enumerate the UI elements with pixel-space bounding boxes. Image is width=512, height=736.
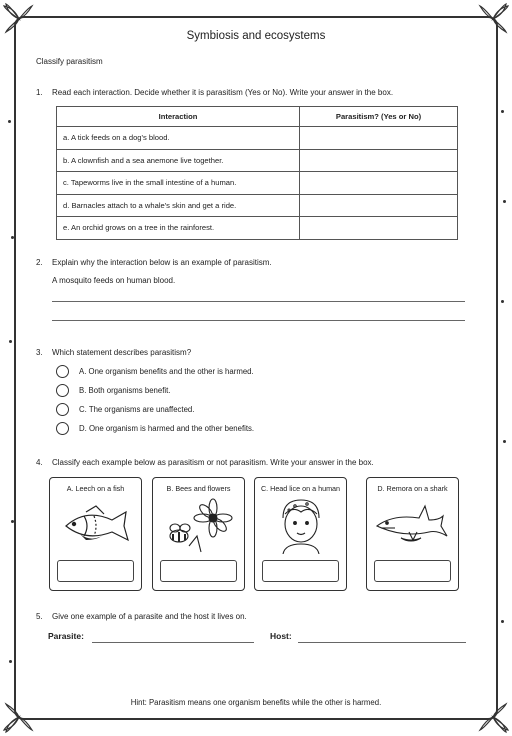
question-number: 2. bbox=[36, 258, 43, 267]
decor-dot bbox=[501, 620, 504, 623]
host-answer-line[interactable] bbox=[298, 642, 466, 643]
card-remora-shark bbox=[366, 477, 459, 591]
question-text: Which statement describes parasitism? bbox=[52, 348, 192, 357]
card-label: D. Remora on a shark bbox=[377, 484, 448, 493]
radio-circle[interactable] bbox=[56, 403, 69, 416]
radio-circle[interactable] bbox=[56, 384, 69, 397]
decor-dot bbox=[11, 236, 14, 239]
column-header-parasitism: Parasitism? (Yes or No) bbox=[300, 107, 458, 127]
question-2 bbox=[36, 258, 272, 267]
interaction-table bbox=[56, 106, 458, 240]
human-head-icon bbox=[261, 496, 341, 554]
interaction-cell: a. A tick feeds on a dog's blood. bbox=[57, 127, 300, 150]
answer-line[interactable] bbox=[52, 301, 465, 302]
question-text: Explain why the interaction below is an example of parasitism. bbox=[52, 258, 272, 267]
decor-dot bbox=[9, 340, 12, 343]
interaction-cell: c. Tapeworms live in the small intestine of a human. bbox=[57, 172, 300, 195]
fish-leech-icon bbox=[56, 496, 136, 554]
interaction-cell: d. Barnacles attach to a whale's skin and get a ride. bbox=[57, 194, 300, 217]
table-row bbox=[57, 149, 458, 172]
page-subtitle: Classify parasitism bbox=[36, 57, 103, 66]
radio-circle[interactable] bbox=[56, 422, 69, 435]
question-text: Classify each example below as parasitism or not parasitism. Write your answer in the box. bbox=[52, 458, 374, 467]
card-leech-fish bbox=[49, 477, 142, 591]
answer-cell[interactable] bbox=[300, 172, 458, 195]
table-row bbox=[57, 217, 458, 240]
question-5 bbox=[36, 612, 247, 621]
interaction-cell: b. A clownfish and a sea anemone live together. bbox=[57, 149, 300, 172]
answer-cell[interactable] bbox=[300, 217, 458, 240]
page-title: Symbiosis and ecosystems bbox=[186, 30, 326, 42]
shark-remora-icon bbox=[373, 496, 453, 554]
answer-cell[interactable] bbox=[300, 194, 458, 217]
table-row bbox=[57, 127, 458, 150]
bee-flower-icon bbox=[159, 496, 239, 554]
interaction-cell: e. An orchid grows on a tree in the rainforest. bbox=[57, 217, 300, 240]
table-row bbox=[57, 172, 458, 195]
option-label: A. One organism benefits and the other is harmed. bbox=[79, 367, 254, 376]
decor-dot bbox=[9, 660, 12, 663]
option-label: B. Both organisms benefit. bbox=[79, 386, 171, 395]
radio-circle[interactable] bbox=[56, 365, 69, 378]
card-bees-flowers bbox=[152, 477, 245, 591]
question-number: 5. bbox=[36, 612, 43, 621]
answer-box[interactable] bbox=[57, 560, 134, 582]
card-head-lice bbox=[254, 477, 347, 591]
card-label: B. Bees and flowers bbox=[166, 484, 231, 493]
answer-line[interactable] bbox=[52, 320, 465, 321]
question-text: Give one example of a parasite and the host it lives on. bbox=[52, 612, 247, 621]
question-4 bbox=[36, 458, 374, 467]
option-c[interactable] bbox=[56, 403, 194, 416]
hint-text: Hint: Parasitism means one organism benefits while the other is harmed. bbox=[130, 698, 382, 707]
answer-box[interactable] bbox=[374, 560, 451, 582]
option-a[interactable] bbox=[56, 365, 254, 378]
host-label: Host: bbox=[270, 631, 292, 641]
answer-box[interactable] bbox=[262, 560, 339, 582]
question-number: 1. bbox=[36, 88, 43, 97]
decor-dot bbox=[501, 110, 504, 113]
decor-dot bbox=[501, 300, 504, 303]
question-3 bbox=[36, 348, 191, 357]
answer-box[interactable] bbox=[160, 560, 237, 582]
option-label: D. One organism is harmed and the other benefits. bbox=[79, 424, 255, 433]
answer-cell[interactable] bbox=[300, 127, 458, 150]
decor-dot bbox=[8, 120, 11, 123]
card-label: A. Leech on a fish bbox=[66, 484, 125, 493]
question-text: Read each interaction. Decide whether it is parasitism (Yes or No). Write your answer in the box. bbox=[52, 88, 394, 97]
q2-example: A mosquito feeds on human blood. bbox=[52, 276, 176, 285]
parasite-label: Parasite: bbox=[48, 631, 84, 641]
answer-cell[interactable] bbox=[300, 149, 458, 172]
decor-dot bbox=[503, 440, 506, 443]
column-header-interaction: Interaction bbox=[57, 107, 300, 127]
option-b[interactable] bbox=[56, 384, 170, 397]
question-number: 3. bbox=[36, 348, 43, 357]
table-row bbox=[57, 194, 458, 217]
option-label: C. The organisms are unaffected. bbox=[79, 405, 195, 414]
decor-dot bbox=[503, 200, 506, 203]
card-label: C. Head lice on a human bbox=[260, 484, 341, 493]
question-number: 4. bbox=[36, 458, 43, 467]
option-d[interactable] bbox=[56, 422, 254, 435]
decor-dot bbox=[11, 520, 14, 523]
question-1 bbox=[36, 88, 393, 97]
parasite-answer-line[interactable] bbox=[92, 642, 254, 643]
